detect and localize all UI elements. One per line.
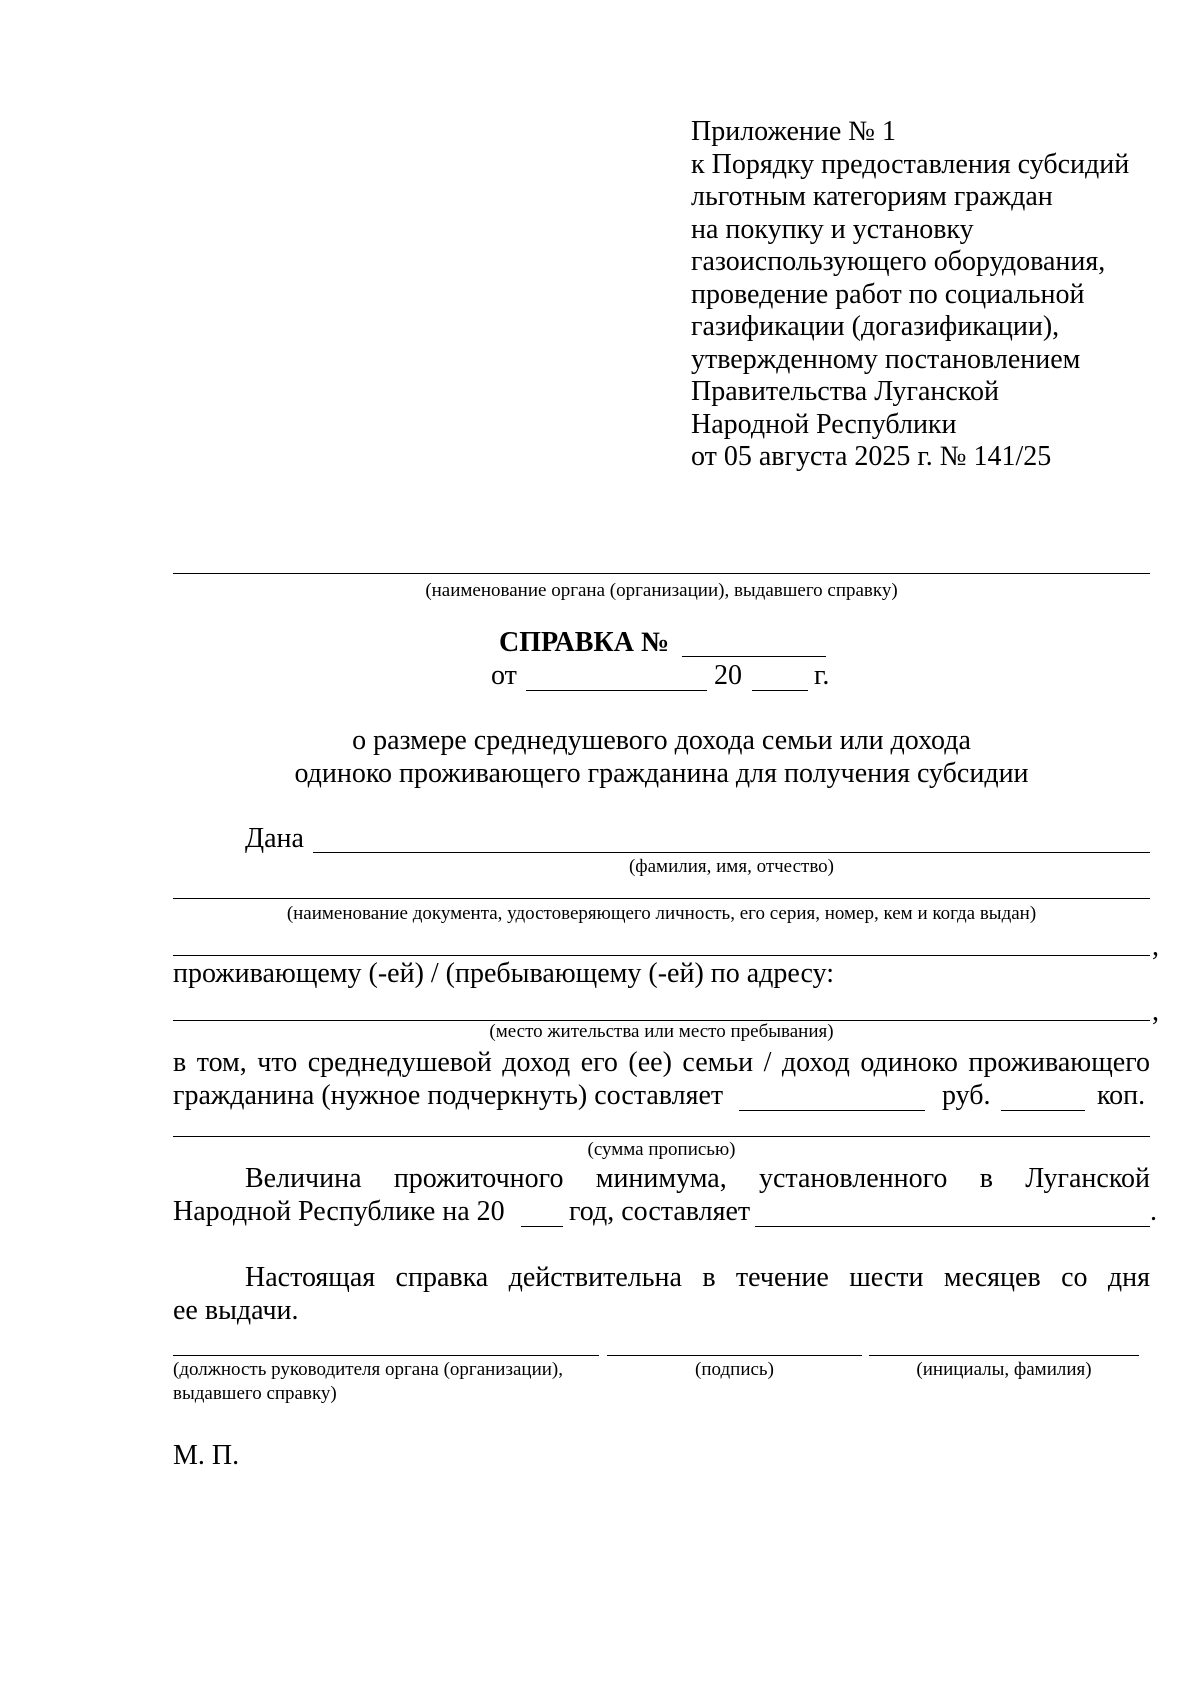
minimum-year-blank[interactable]	[521, 1226, 563, 1227]
appendix-line: Приложение № 1	[691, 116, 896, 147]
stamp-place: М. П.	[173, 1440, 240, 1471]
date-year-blank[interactable]	[752, 690, 808, 691]
position-caption-2: выдавшего справку)	[173, 1383, 337, 1404]
issuer-blank-line[interactable]	[173, 573, 1150, 574]
initials-blank[interactable]	[869, 1355, 1139, 1356]
date-century: 20	[714, 660, 742, 691]
issuer-caption: (наименование органа (организации), выдавшего справку)	[425, 580, 898, 601]
identity-document-blank[interactable]	[173, 898, 1150, 899]
appendix-line: утвержденному постановлением	[691, 343, 1081, 375]
recipient-name-caption: (фамилия, имя, отчество)	[628, 856, 834, 877]
minimum-line-2-prefix: Народной Республике на 20	[173, 1196, 505, 1227]
appendix-line: на покупку и установку	[691, 213, 974, 245]
date-day-month-blank[interactable]	[526, 690, 707, 691]
date-year-suffix: г.	[814, 660, 830, 691]
appendix-line: газоиспользующего оборудования,	[691, 246, 1106, 277]
appendix-header	[691, 116, 1129, 474]
date-from-label: от	[491, 660, 517, 691]
appendix-line: Народной Республики	[691, 408, 957, 440]
position-blank[interactable]	[173, 1355, 599, 1356]
validity-line-2: ее выдачи.	[173, 1295, 299, 1326]
initials-caption: (инициалы, фамилия)	[916, 1359, 1092, 1380]
income-rub-label: руб.	[942, 1080, 991, 1111]
income-rub-blank[interactable]	[739, 1110, 925, 1111]
address-caption: (место жительства или место пребывания)	[489, 1021, 834, 1042]
identity-document-blank-2[interactable]	[173, 955, 1150, 956]
income-words-caption: (сумма прописью)	[587, 1139, 736, 1160]
appendix-line: газификации (догазификации),	[691, 311, 1060, 342]
certificate-number-blank[interactable]	[682, 656, 826, 657]
signature-blank[interactable]	[607, 1355, 862, 1356]
subject-line-1: о размере среднедушевого дохода семьи или дохода	[352, 725, 971, 756]
income-kop-blank[interactable]	[1001, 1110, 1085, 1111]
recipient-name-blank[interactable]	[313, 852, 1150, 853]
comma: ,	[1152, 931, 1159, 962]
identity-document-caption: (наименование документа, удостоверяющего личность, его серия, номер, кем и когда выдан)	[286, 903, 1037, 924]
income-line-1: в том, что среднедушевой доход его (ее) семьи / доход одиноко проживающего	[173, 1047, 1150, 1078]
appendix-line: Правительства Луганской	[691, 376, 999, 407]
certificate-title: СПРАВКА №	[499, 627, 670, 658]
subject-line-2: одиноко проживающего гражданина для получения субсидии	[294, 758, 1029, 789]
minimum-period: .	[1150, 1196, 1157, 1227]
income-line-2: гражданина (нужное подчеркнуть) составляет	[173, 1080, 724, 1111]
validity-line-1: Настоящая справка действительна в течение шести месяцев со дня	[245, 1262, 1150, 1293]
comma: ,	[1152, 996, 1159, 1027]
signature-caption: (подпись)	[695, 1359, 774, 1380]
income-kop-label: коп.	[1097, 1080, 1146, 1111]
appendix-line: льготным категориям граждан	[691, 181, 1053, 212]
minimum-line-1: Величина прожиточного минимума, установленного в Луганской	[245, 1163, 1150, 1194]
appendix-line: к Порядку предоставления субсидий	[691, 148, 1130, 180]
appendix-line: от 05 августа 2025 г. № 141/25	[691, 441, 1052, 472]
minimum-value-blank[interactable]	[755, 1226, 1150, 1227]
address-label: проживающему (-ей) / (пребывающему (-ей) по адресу:	[173, 958, 835, 989]
position-caption-1: (должность руководителя органа (организации),	[173, 1359, 563, 1380]
income-words-blank[interactable]	[173, 1136, 1150, 1137]
minimum-line-2-mid: год, составляет	[569, 1196, 751, 1227]
recipient-label: Дана	[245, 823, 304, 854]
appendix-line: проведение работ по социальной	[691, 278, 1085, 310]
